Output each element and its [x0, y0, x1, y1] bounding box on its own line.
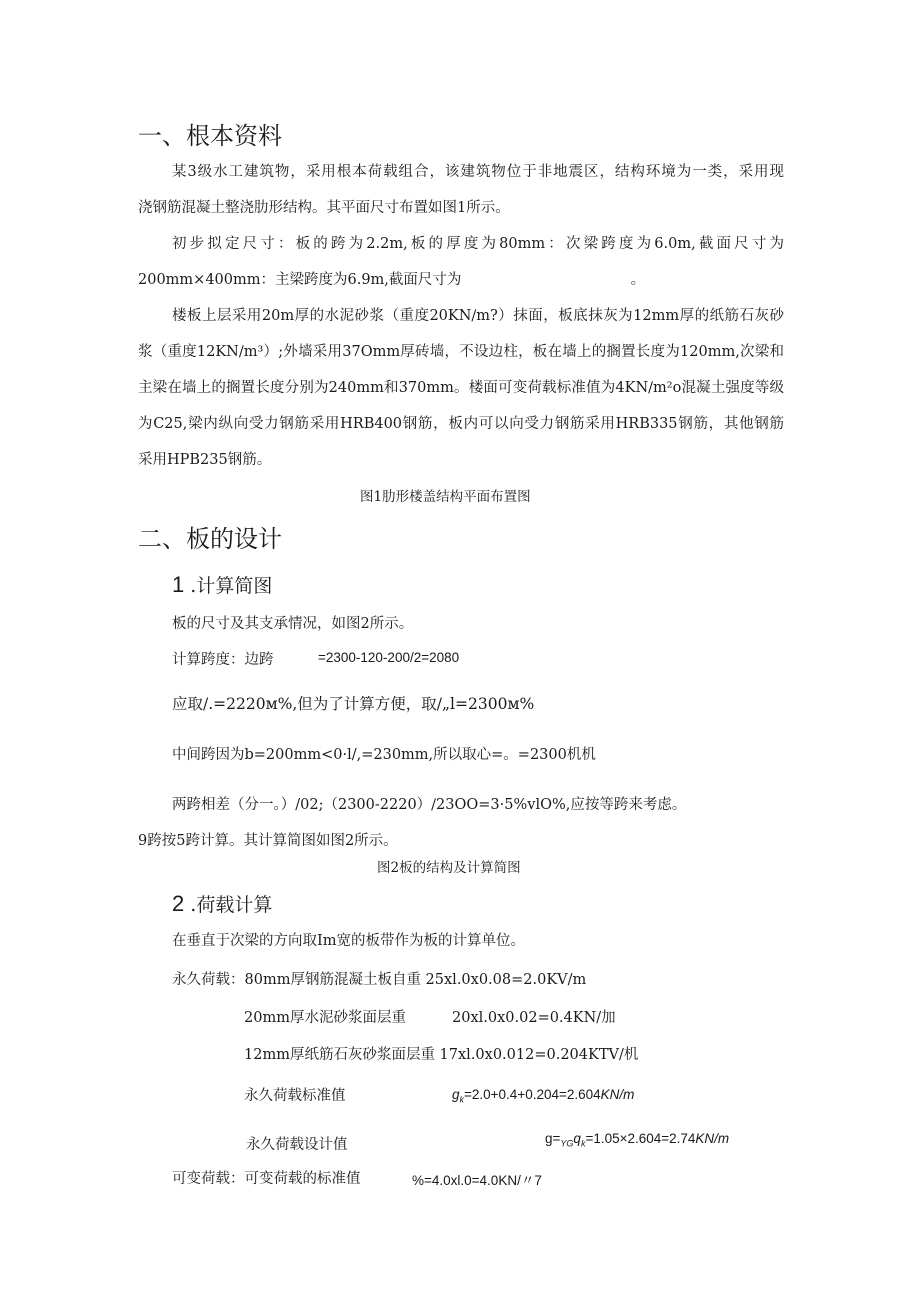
- g-eq: g=: [545, 1131, 561, 1146]
- perm-design-unit: KN/m: [695, 1131, 730, 1146]
- section-heading-slab-design: 二、板的设计: [138, 525, 282, 553]
- para3-line4: 为C25,梁内纵向受力钢筋采用HRB400钢筋，板内可以向受力钢筋采用HRB335钢筋，其他钢筋: [138, 416, 784, 432]
- sub2-line1: 在垂直于次梁的方向取Im宽的板带作为板的计算单位。: [172, 933, 525, 949]
- q-symbol: q: [573, 1131, 581, 1146]
- sub1-line4: 中间跨因为b=200mm<0·l/,=230mm,所以取心=。=2300机机: [172, 747, 596, 763]
- sub1-line1: 板的尺寸及其支承情况，如图2所示。: [172, 616, 414, 632]
- subheading-title: .荷载计算: [190, 894, 273, 916]
- subheading-title: .计算简图: [190, 575, 273, 597]
- subheading-number: 1: [172, 572, 185, 597]
- k-subscript: k: [459, 1094, 465, 1105]
- para3-line5: 采用HPB235钢筋。: [138, 452, 272, 468]
- perm-load-standard-value: [452, 1087, 634, 1105]
- figure1-caption: 图1肋形楼盖结构平面布置图: [360, 489, 531, 505]
- para3-line3: 主梁在墙上的搁置长度分别为240mm和370mm。楼面可变荷载标准值为4KN∕m²o混凝土强度等级: [138, 380, 784, 396]
- perm-load-design-value: [545, 1131, 729, 1149]
- para2-line2: [138, 268, 645, 289]
- sub1-line3: 应取/.=2220ᴍ%,但为了计算方便，取/„l=2300ᴍ%: [172, 695, 535, 713]
- subheading-calc-diagram: [172, 571, 272, 598]
- para1-line1: 某3级水工建筑物，采用根本荷载组合，该建筑物位于非地震区，结构环境为一类，采用现: [172, 164, 784, 180]
- para3-line1: 楼板上层采用20m厚的水泥砂浆（重度20KN∕m?）抹面，板底抹灰为12mm厚的纸筋石灰砂: [172, 308, 784, 324]
- perm-load-item2-label: 20mm厚水泥砂浆面层重: [244, 1010, 406, 1026]
- figure2-caption: 图2板的结构及计算简图: [377, 860, 521, 876]
- perm-load-design-label: 永久荷载设计值: [246, 1137, 348, 1153]
- subheading-number: 2: [172, 891, 185, 916]
- para1-line2: 浇钢筋混凝土整浇肋形结构。其平面尺寸布置如图1所示。: [138, 200, 510, 216]
- yg-subscript: YG: [560, 1138, 574, 1149]
- sub1-line2-value: =2300-120-200/2=2080: [318, 650, 460, 665]
- perm-load-item3: 12mm厚纸筋石灰砂浆面层重 17xl.0x0.012=0.204KTV/机: [244, 1047, 639, 1063]
- perm-load-standard-label: 永久荷载标准值: [244, 1088, 346, 1104]
- perm-std-expression: =2.0+0.4+0.204=2.604: [464, 1087, 601, 1102]
- sub1-line6: 9跨按5跨计算。其计算简图如图2所示。: [138, 833, 398, 849]
- sub1-line2-label: 计算跨度：边跨: [172, 652, 274, 668]
- para2-line2-text: 200mm×400mm：主梁跨度为6.9m,截面尺寸为: [138, 272, 462, 288]
- sub1-line5: 两跨相差（分一。）/02;（2300-2220）∕23OO=3·5%vlO%,应按等跨来考虑。: [172, 797, 687, 813]
- var-load-value: %=4.0xl.0=4.0KN/〃7: [412, 1173, 542, 1188]
- g-symbol: g: [452, 1087, 460, 1102]
- para2-line2-end: 。: [630, 272, 646, 288]
- perm-load-item2-value: 20xl.0x0.02=0.4KN/加: [452, 1010, 616, 1026]
- para2-line1: 初步拟定尺寸：板的跨为2.2m,板的厚度为80mm：次梁跨度为6.0m,截面尺寸为: [172, 236, 784, 252]
- perm-design-expression: =1.05×2.604=2.74: [585, 1131, 696, 1146]
- perm-load-label: 永久荷载：: [172, 972, 245, 988]
- var-load-label: 可变荷载：可变荷载的标准值: [172, 1171, 361, 1187]
- para3-line2: 浆（重度12KN∕m³）;外墙采用37Omm厚砖墙，不设边柱，板在墙上的搁置长度为120mm,次梁和: [138, 344, 784, 360]
- section-heading-basic-data: 一、根本资料: [138, 122, 282, 150]
- k-subscript: k: [580, 1138, 586, 1149]
- perm-std-unit: KN/m: [600, 1087, 635, 1102]
- perm-load-row1: [172, 968, 586, 989]
- perm-load-item1: 80mm厚钢筋混凝土板自重 25xl.0x0.08=2.0KV/m: [244, 972, 587, 988]
- subheading-load-calc: [172, 890, 272, 917]
